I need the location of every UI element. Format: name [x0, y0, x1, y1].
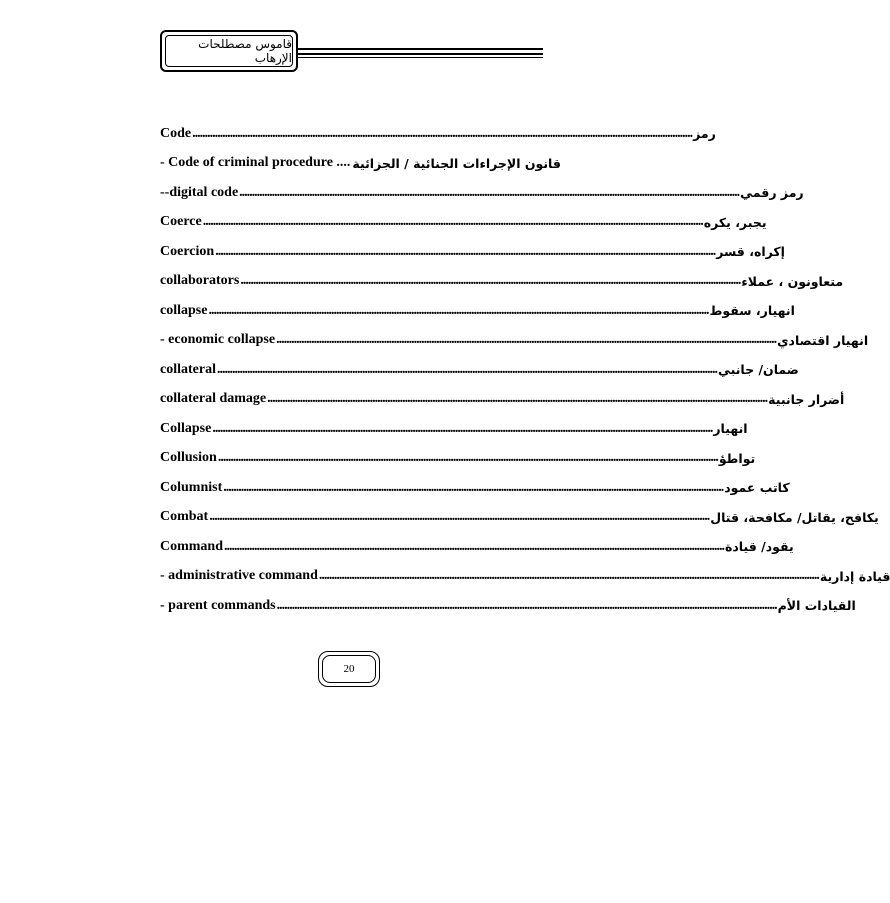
entry-english-term: collapse [160, 302, 208, 318]
glossary-entry [160, 591, 856, 621]
dot-leader: ........................................................................................................................................................................................................ [208, 302, 709, 318]
entry-english-term: - administrative command [160, 568, 318, 584]
entry-arabic-term: قانون الإجراءات الجنائية / الجزائية [352, 155, 561, 171]
entry-arabic-term: انهيار، سقوط [709, 303, 795, 319]
glossary-entry [160, 355, 799, 385]
entry-english-term: - economic collapse [160, 332, 276, 348]
glossary-entry [160, 208, 767, 238]
entry-english-term: collateral damage [160, 391, 267, 407]
entry-arabic-term: قيادة إدارية [819, 568, 890, 584]
dot-leader: ........................................................................................................................................................................................................ [276, 597, 777, 613]
entry-arabic-term: متعاونون ، عملاء [741, 273, 844, 289]
entry-english-term: Collusion [160, 450, 217, 466]
entry-arabic-term: القيادات الأم [777, 598, 856, 614]
glossary-entry [160, 444, 756, 474]
entry-arabic-term: رمز رقمي [740, 185, 804, 201]
entry-arabic-term: انهيار اقتصادي [777, 332, 869, 348]
entry-english-term: Command [160, 538, 224, 554]
dot-leader: ........................................................................................................................................................................................................ [276, 332, 777, 348]
glossary-entry [160, 562, 890, 592]
entry-arabic-term: انهيار [713, 421, 748, 437]
entry-english-term: Combat [160, 509, 209, 525]
entry-arabic-term: كاتب عمود [724, 480, 790, 496]
entry-english-term: Columnist [160, 479, 223, 495]
entry-arabic-term: يقود/ قيادة [725, 539, 794, 555]
entry-english-term: collateral [160, 361, 216, 377]
entry-english-term: Coerce [160, 214, 202, 230]
glossary-entry [160, 296, 795, 326]
dot-leader: ........................................................................................................................................................................................................ [239, 184, 740, 200]
entry-arabic-term: إكراه، قسر [716, 244, 785, 260]
glossary-entry [160, 385, 845, 415]
dot-leader: ........................................................................................................................................................................................................ [215, 243, 716, 259]
glossary-entry [160, 326, 869, 356]
entry-english-term: Code [160, 125, 192, 141]
entry-arabic-term: تواطؤ [718, 450, 756, 466]
entry-arabic-term: يجبر، يكره [703, 214, 767, 230]
glossary-entry [160, 119, 716, 149]
entry-english-term: Collapse [160, 420, 212, 436]
dot-leader: ........................................................................................................................................................................................................ [216, 361, 717, 377]
glossary-entry [160, 267, 844, 297]
dot-leader: ........................................................................................................................................................................................................ [318, 568, 819, 584]
entry-arabic-term: يكافح، يقاتل/ مكافحة، قتال [710, 509, 879, 525]
entry-arabic-term: رمز [693, 126, 716, 142]
entry-english-term: --digital code [160, 184, 239, 200]
header-title-box [160, 30, 298, 72]
dot-leader: ........................................................................................................................................................................................................ [240, 273, 741, 289]
entry-arabic-term: أضرار جانبية [768, 391, 845, 407]
dot-leader: ........................................................................................................................................................................................................ [217, 450, 718, 466]
dot-leader: ........................................................................................................................................................................................................ [267, 391, 768, 407]
glossary-entry [160, 178, 804, 208]
entry-english-term: Coercion [160, 243, 215, 259]
dot-leader: ........................................................................................................................................................................................................ [192, 125, 693, 141]
page-number: 20 [322, 655, 376, 683]
dot-leader: ........................................................................................................................................................................................................ [224, 538, 725, 554]
entry-english-term: collaborators [160, 273, 240, 289]
glossary-entry [160, 237, 785, 267]
dot-leader: ........................................................................................................................................................................................................ [223, 479, 724, 495]
entry-english-term: - parent commands [160, 597, 276, 613]
entry-arabic-term: ضمان/ جانبي [717, 362, 799, 378]
glossary-entry [160, 473, 790, 503]
dot-leader: ........................................................................................................................................................................................................ [209, 509, 710, 525]
dot-leader: ........................................................................................................................................................................................................ [212, 420, 713, 436]
glossary-entry [160, 503, 879, 533]
dot-leader: ........................................................................................................................................................................................................ [202, 214, 703, 230]
glossary-list [160, 119, 890, 621]
glossary-entry [160, 149, 561, 179]
header-title: قاموس مصطلحات الإرهاب [165, 35, 293, 67]
glossary-entry [160, 414, 748, 444]
entry-english-term: - Code of criminal procedure .... [160, 155, 351, 171]
page-number-box [318, 651, 380, 687]
glossary-entry [160, 532, 794, 562]
